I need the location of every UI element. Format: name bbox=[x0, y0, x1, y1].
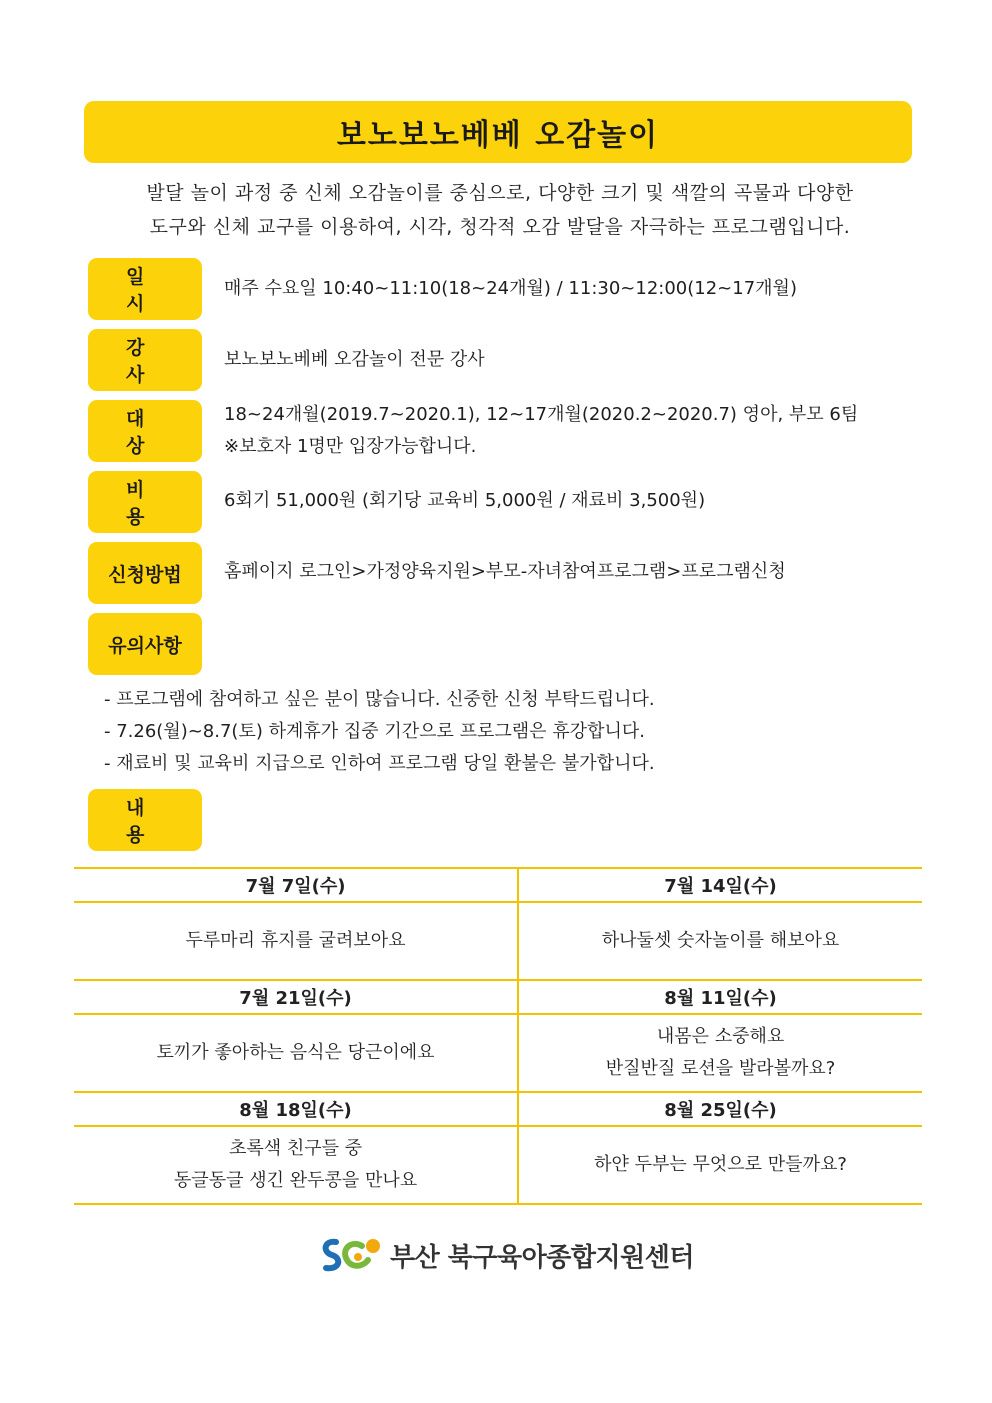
activity-line: 내몸은 소중해요 bbox=[656, 1026, 785, 1047]
table-row bbox=[74, 868, 922, 902]
session-activity bbox=[74, 1014, 518, 1092]
schedule-table bbox=[74, 867, 922, 1205]
label-notice: 유의사항 bbox=[88, 613, 202, 675]
session-activity bbox=[518, 1014, 922, 1092]
table-row bbox=[74, 1014, 922, 1092]
center-logo-icon bbox=[318, 1234, 382, 1276]
intro-line: 도구와 신체 교구를 이용하여, 시각, 청각적 오감 발달을 자극하는 프로그램입니다. bbox=[149, 216, 851, 238]
session-date: 7월 7일(수) bbox=[74, 868, 518, 902]
target-text: 18~24개월(2019.7~2020.1), 12~17개월(2020.2~2020.7) 영아, 부모 6팀 bbox=[224, 404, 859, 425]
session-date: 8월 18일(수) bbox=[74, 1092, 518, 1126]
session-date: 7월 21일(수) bbox=[74, 980, 518, 1014]
session-date: 8월 25일(수) bbox=[518, 1092, 922, 1126]
apply-text: 홈페이지 로그인>가정양육지원>부모-자녀참여프로그램>프로그램신청 bbox=[224, 561, 786, 582]
session-activity bbox=[74, 902, 518, 980]
value-instructor bbox=[224, 344, 485, 376]
label-cost: 비용 bbox=[88, 471, 202, 533]
value-cost bbox=[224, 485, 705, 517]
activity-line: 하나둘셋 숫자놀이를 해보아요 bbox=[601, 930, 840, 951]
notice-list bbox=[104, 684, 655, 780]
session-activity bbox=[518, 1126, 922, 1204]
label-apply: 신청방법 bbox=[88, 542, 202, 604]
label-target: 대상 bbox=[88, 400, 202, 462]
page-title: 보노보노베베 오감놀이 bbox=[336, 118, 660, 153]
table-row bbox=[74, 1092, 922, 1126]
label-content: 내용 bbox=[88, 789, 202, 851]
activity-line: 하얀 두부는 무엇으로 만들까요? bbox=[594, 1154, 847, 1175]
value-target bbox=[224, 399, 858, 463]
intro-text bbox=[100, 176, 900, 244]
activity-line: 동글동글 생긴 완두콩을 만나요 bbox=[173, 1170, 418, 1191]
table-row bbox=[74, 902, 922, 980]
table-row bbox=[74, 980, 922, 1014]
activity-line: 반질반질 로션을 발라볼까요? bbox=[605, 1058, 836, 1079]
intro-line: 발달 놀이 과정 중 신체 오감놀이를 중심으로, 다양한 크기 및 색깔의 곡물과 다양한 bbox=[146, 182, 854, 204]
cost-text: 6회기 51,000원 (회기당 교육비 5,000원 / 재료비 3,500원) bbox=[224, 490, 706, 511]
notice-item: - 7.26(월)~8.7(토) 하계휴가 집중 기간으로 프로그램은 휴강합니다. bbox=[104, 721, 645, 742]
session-date: 8월 11일(수) bbox=[518, 980, 922, 1014]
value-apply bbox=[224, 556, 786, 588]
activity-line: 토끼가 좋아하는 음식은 당근이에요 bbox=[156, 1042, 435, 1063]
notice-item: - 프로그램에 참여하고 싶은 분이 많습니다. 신중한 신청 부탁드립니다. bbox=[104, 689, 655, 710]
table-row bbox=[74, 1126, 922, 1204]
center-name: 부산 북구육아종합지원센터 bbox=[390, 1242, 694, 1273]
activity-line: 초록색 친구들 중 bbox=[228, 1138, 363, 1159]
session-date: 7월 14일(수) bbox=[518, 868, 922, 902]
title-banner bbox=[84, 101, 912, 163]
session-activity bbox=[518, 902, 922, 980]
instructor-text: 보노보노베베 오감놀이 전문 강사 bbox=[224, 349, 485, 370]
label-instructor: 강사 bbox=[88, 329, 202, 391]
target-note: ※보호자 1명만 입장가능합니다. bbox=[224, 436, 477, 457]
value-schedule bbox=[224, 273, 797, 305]
notice-item: - 재료비 및 교육비 지급으로 인하여 프로그램 당일 환불은 불가합니다. bbox=[104, 753, 655, 774]
activity-line: 두루마리 휴지를 굴려보아요 bbox=[185, 930, 406, 951]
session-activity bbox=[74, 1126, 518, 1204]
label-schedule: 일시 bbox=[88, 258, 202, 320]
footer bbox=[318, 1234, 694, 1276]
schedule-text: 매주 수요일 10:40~11:10(18~24개월) / 11:30~12:00(12~17개월) bbox=[224, 278, 797, 299]
